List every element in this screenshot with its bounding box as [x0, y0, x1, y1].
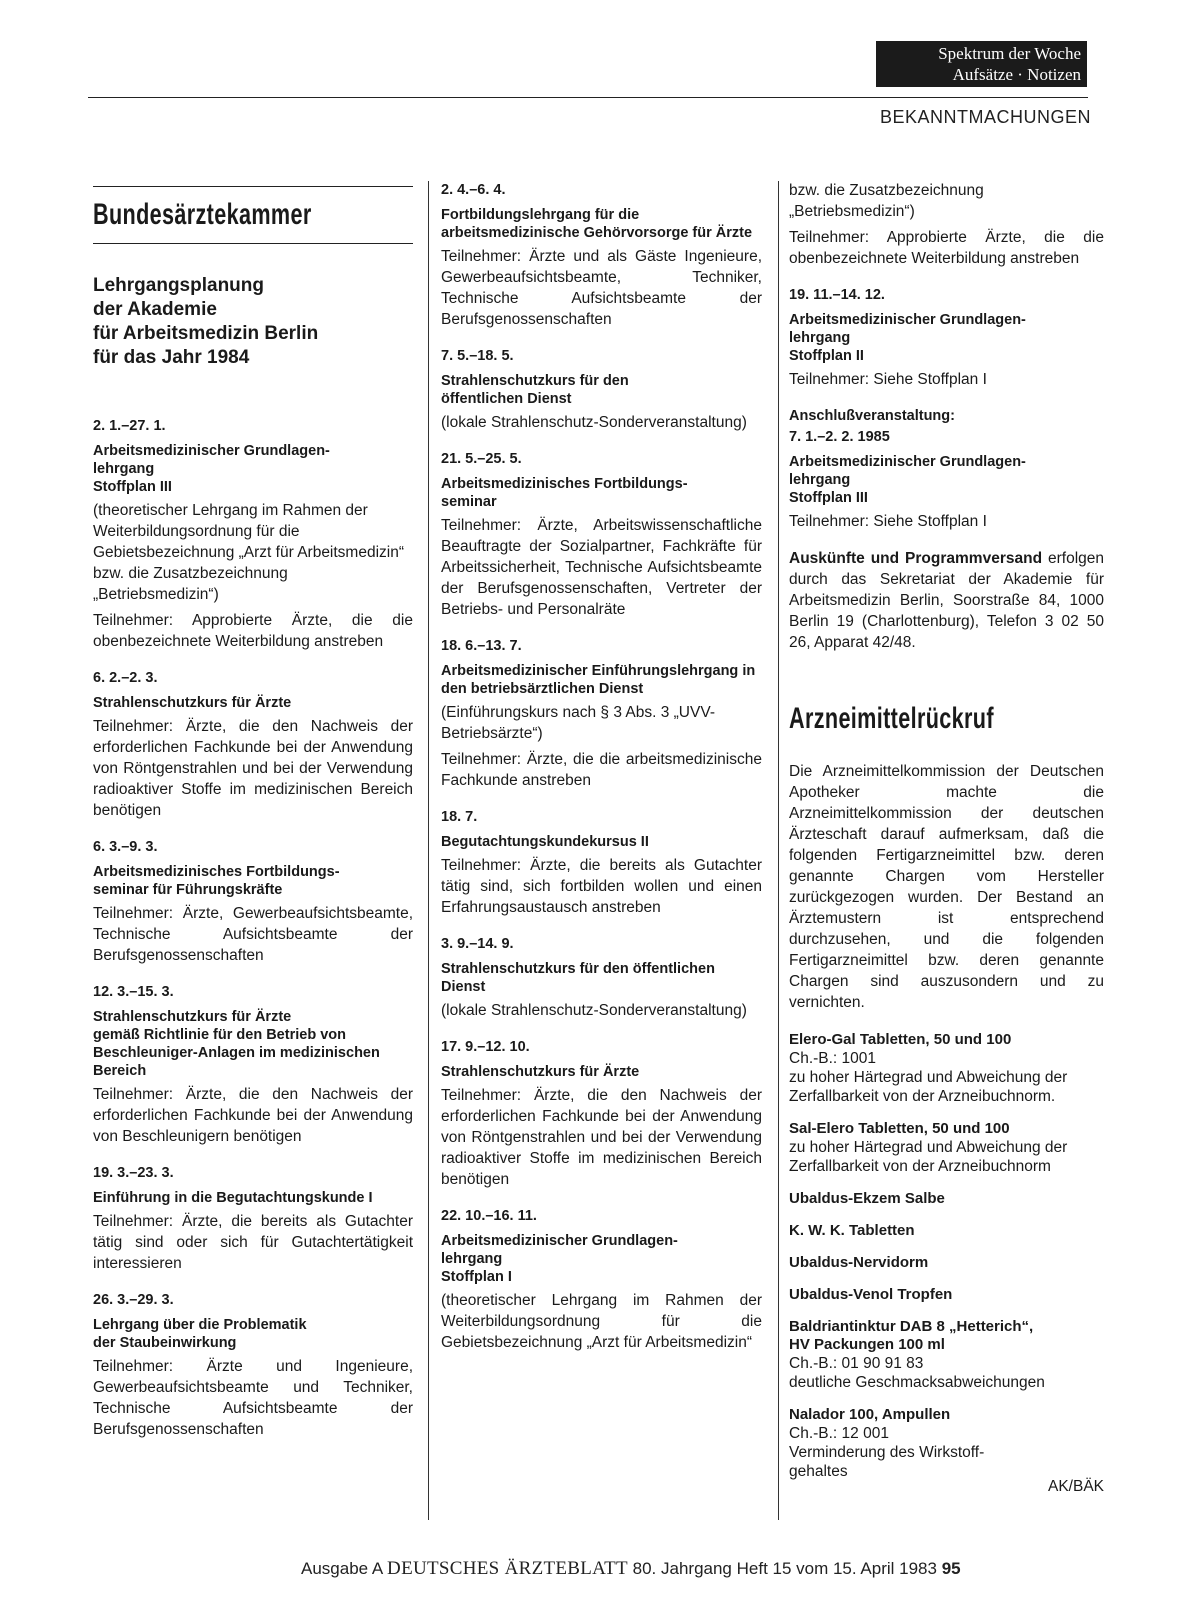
course-date: 21. 5.–25. 5.	[441, 451, 522, 467]
course-date: 22. 10.–16. 11.	[441, 1208, 537, 1224]
signature: AK/BÄK	[1048, 1478, 1104, 1495]
course-date: 2. 4.–6. 4.	[441, 182, 506, 198]
course-date: 3. 9.–14. 9.	[441, 936, 514, 952]
course-entry	[441, 934, 762, 1021]
course-title: Strahlenschutzkurs für Ärzte	[93, 695, 292, 711]
right-column	[789, 180, 1104, 1497]
course-title: Strahlenschutzkurs für den öffentlichen Dienst	[441, 373, 629, 407]
course-text: Teilnehmer: Ärzte, die den Nachweis der erforderlichen Fachkunde bei der Anwendung von Röntgenstrahlen und bei der Verwendung radioaktiver Stoffe im medizinischen Bereich benötigen	[441, 1087, 762, 1188]
course-entry	[93, 416, 413, 652]
section-title: BEKANNTMACHUNGEN	[879, 107, 1091, 127]
right-entries	[789, 285, 1104, 532]
course-date: 6. 3.–9. 3.	[93, 839, 158, 855]
column-divider	[778, 181, 779, 1520]
course-title: Strahlenschutzkurs für Ärzte	[441, 1064, 640, 1080]
product-name: K. W. K. Tabletten	[789, 1222, 915, 1239]
course-text: Teilnehmer: Ärzte und Ingenieure, Gewerbeaufsichtsbeamte und Techniker, Technische Aufsichtsbeamte der Berufsgenossenschaften	[93, 1358, 413, 1438]
footer	[301, 1558, 961, 1580]
course-entry	[441, 636, 762, 791]
product-name: Ubaldus-Nervidorm	[789, 1254, 929, 1271]
course-date: 19. 3.–23. 3.	[93, 1165, 174, 1181]
course-title: Einführung in die Begutachtungskunde I	[93, 1190, 373, 1206]
course-text: Teilnehmer: Ärzte, die die arbeitsmedizinische Fachkunde anstreben	[441, 751, 762, 789]
course-entry	[789, 285, 1104, 390]
course-title: Arbeitsmedizinischer Grundlagen- lehrgang Stoffplan I	[441, 1233, 678, 1285]
org-rule-bottom	[93, 243, 413, 244]
recalled-product	[789, 1318, 1104, 1392]
product-detail: zu hoher Härtegrad und Abweichung der Zerfallbarkeit von der Arzneibuchnorm	[789, 1139, 1068, 1175]
course-entry	[441, 346, 762, 433]
course-title: Arbeitsmedizinisches Fortbildungs- seminar für Führungskräfte	[93, 864, 340, 898]
course-text: Teilnehmer: Approbierte Ärzte, die die obenbezeichnete Weiterbildung anstreben	[93, 612, 413, 650]
course-entry	[93, 1290, 413, 1440]
course-plan-heading: Lehrgangsplanung der Akademie für Arbeitsmedizin Berlin für das Jahr 1984	[93, 275, 319, 368]
course-title: Arbeitsmedizinischer Grundlagen- lehrgang Stoffplan III	[789, 454, 1026, 506]
footer-issue: 80. Jahrgang Heft 15 vom 15. April 1983	[632, 1559, 937, 1578]
course-entry	[441, 1206, 762, 1353]
course-date: 18. 6.–13. 7.	[441, 638, 522, 654]
course-title: Fortbildungslehrgang für die arbeitsmedizinische Gehörvorsorge für Ärzte	[441, 207, 753, 241]
course-date: 7. 5.–18. 5.	[441, 348, 514, 364]
product-detail: Ch.-B.: 12 001 Verminderung des Wirkstoff- gehaltes	[789, 1425, 985, 1480]
course-date: 19. 11.–14. 12.	[789, 287, 885, 303]
recalled-product	[789, 1222, 1104, 1240]
course-date: 17. 9.–12. 10.	[441, 1039, 530, 1055]
footer-journal: DEUTSCHES ÄRZTEBLATT	[387, 1558, 628, 1579]
product-detail: Ch.-B.: 01 90 91 83 deutliche Geschmacksabweichungen	[789, 1355, 1045, 1391]
header-rule	[88, 97, 1088, 98]
product-name: Sal-Elero Tabletten, 50 und 100	[789, 1120, 1010, 1137]
footer-edition: Ausgabe A	[301, 1559, 383, 1578]
course-text: (lokale Strahlenschutz-Sonderveranstaltung)	[441, 1002, 747, 1019]
product-name: Nalador 100, Ampullen	[789, 1406, 951, 1423]
page-number: 95	[941, 1559, 961, 1578]
recalled-product	[789, 1120, 1104, 1176]
left-column	[93, 180, 413, 1456]
course-text: Teilnehmer: Ärzte und als Gäste Ingenieure, Gewerbeaufsichtsbeamte, Techniker, Technische Aufsichtsbeamte der Berufsgenossenschaften	[441, 248, 762, 328]
course-title: Arbeitsmedizinischer Einführungslehrgang in den betriebsärztlichen Dienst	[441, 663, 756, 697]
header-badge	[876, 41, 1087, 87]
course-note: (theoretischer Lehrgang im Rahmen der Weiterbildungsordnung für die Gebietsbezeichnung „Arzt für Arbeitsmedizin“ bzw. die Zusatzbezeichnung „Betriebsmedizin“)	[93, 502, 405, 603]
course-title: Begutachtungskundekursus II	[441, 834, 649, 850]
info-text: erfolgen durch das Sekretariat der Akademie für Arbeitsmedizin Berlin, Soorstraße 84, 1000 Berlin 19 (Charlottenburg), Telefon 3 02 50 26, Apparat 42/48.	[789, 550, 1104, 651]
course-title: Strahlenschutzkurs für Ärzte gemäß Richtlinie für den Betrieb von Beschleuniger-Anlagen im medizinischen Bereich	[93, 1009, 380, 1079]
badge-line-2: Aufsätze · Notizen	[952, 65, 1081, 84]
course-title: Strahlenschutzkurs für den öffentlichen Dienst	[441, 961, 715, 995]
course-date: 2. 1.–27. 1.	[93, 418, 166, 434]
course-entry	[441, 449, 762, 620]
continued-note: bzw. die Zusatzbezeichnung „Betriebsmedizin“)	[789, 182, 984, 220]
badge-line-1: Spektrum der Woche	[938, 44, 1081, 63]
column-divider	[428, 181, 429, 1520]
recalled-product	[789, 1031, 1104, 1106]
course-entry	[441, 180, 762, 330]
product-detail: Ch.-B.: 1001 zu hoher Härtegrad und Abweichung der Zerfallbarkeit von der Arzneibuchnorm.	[789, 1050, 1068, 1105]
continued-text: Teilnehmer: Approbierte Ärzte, die die obenbezeichnete Weiterbildung anstreben	[789, 229, 1104, 267]
course-entry	[93, 668, 413, 821]
course-text: Teilnehmer: Ärzte, die den Nachweis der erforderlichen Fachkunde bei der Anwendung von Beschleunigern benötigen	[93, 1086, 413, 1145]
course-entry	[93, 837, 413, 966]
recalled-product	[789, 1190, 1104, 1208]
course-text: Teilnehmer: Ärzte, die den Nachweis der erforderlichen Fachkunde bei der Anwendung von Röntgenstrahlen und bei der Verwendung radioaktiver Stoffe im medizinischen Bereich benötigen	[93, 718, 413, 819]
course-entry	[441, 1037, 762, 1190]
product-name: Elero-Gal Tabletten, 50 und 100	[789, 1031, 1012, 1048]
info-bold: Auskünfte und Programmversand	[789, 550, 1043, 567]
course-text: Teilnehmer: Ärzte, die bereits als Gutachter tätig sind oder sich für Gutachtertätigkeit interessieren	[93, 1213, 413, 1272]
course-text: Teilnehmer: Ärzte, die bereits als Gutachter tätig sind, sich fortbilden wollen und einen Erfahrungsaustausch anstreben	[441, 857, 762, 916]
course-date: Anschlußveranstaltung: 7. 1.–2. 2. 1985	[789, 408, 955, 445]
course-text: Teilnehmer: Siehe Stoffplan I	[789, 371, 987, 388]
course-entry	[441, 807, 762, 918]
recall-title: Arzneimittelrückruf	[789, 702, 994, 735]
org-title: Bundesärztekammer	[93, 198, 312, 231]
recalled-product	[789, 1254, 1104, 1272]
course-text: (theoretischer Lehrgang im Rahmen der Weiterbildungsordnung für die Gebietsbezeichnung „Arzt für Arbeitsmedizin“	[441, 1292, 762, 1351]
course-date: 18. 7.	[441, 809, 478, 825]
course-title: Arbeitsmedizinischer Grundlagen- lehrgang Stoffplan III	[93, 443, 330, 495]
product-name: Ubaldus-Ekzem Salbe	[789, 1190, 945, 1207]
course-date: 26. 3.–29. 3.	[93, 1292, 174, 1308]
course-date: 12. 3.–15. 3.	[93, 984, 174, 1000]
course-text: Teilnehmer: Siehe Stoffplan I	[789, 513, 987, 530]
course-date: 6. 2.–2. 3.	[93, 670, 158, 686]
org-rule-top	[93, 186, 413, 187]
product-name: Ubaldus-Venol Tropfen	[789, 1286, 953, 1303]
middle-entries	[441, 180, 762, 1353]
course-entry	[93, 1163, 413, 1274]
recalled-product	[789, 1406, 1104, 1481]
course-title: Lehrgang über die Problematik der Staubeinwirkung	[93, 1317, 307, 1351]
course-title: Arbeitsmedizinisches Fortbildungs- seminar	[441, 476, 688, 510]
info-paragraph	[789, 548, 1104, 653]
left-entries	[93, 416, 413, 1440]
product-list	[789, 1031, 1104, 1481]
course-note: (Einführungskurs nach § 3 Abs. 3 „UVV-Betriebsärzte“)	[441, 704, 715, 742]
product-name: Baldriantinktur DAB 8 „Hetterich“, HV Packungen 100 ml	[789, 1318, 1034, 1353]
course-entry	[93, 982, 413, 1147]
middle-column	[441, 180, 762, 1369]
course-text: (lokale Strahlenschutz-Sonderveranstaltung)	[441, 414, 747, 431]
course-text: Teilnehmer: Ärzte, Gewerbeaufsichtsbeamte, Technische Aufsichtsbeamte der Berufsgenossenschaften	[93, 905, 413, 964]
recall-intro: Die Arzneimittelkommission der Deutschen Apotheker machte die Arzneimittelkommission der deutschen Ärzteschaft darauf aufmerksam, daß die folgenden Fertigarzneimittel bzw. deren genannte Chargen vom Hersteller zurückgezogen wurden. Der Bestand an Ärztemustern ist entsprechend durchzusehen, und die folgenden Fertigarzneimittel bzw. deren genannte Chargen sind auszusondern und zu vernichten.	[789, 763, 1104, 1011]
recalled-product	[789, 1286, 1104, 1304]
course-text: Teilnehmer: Ärzte, Arbeitswissenschaftliche Beauftragte der Sozialpartner, Fachkräfte für Arbeitssicherheit, Technische Aufsichtsbeamte der Berufsgenossenschaften, Vertreter der Betriebs- und Personalräte	[441, 517, 762, 618]
course-title: Arbeitsmedizinischer Grundlagen- lehrgang Stoffplan II	[789, 312, 1026, 364]
course-entry	[789, 406, 1104, 532]
